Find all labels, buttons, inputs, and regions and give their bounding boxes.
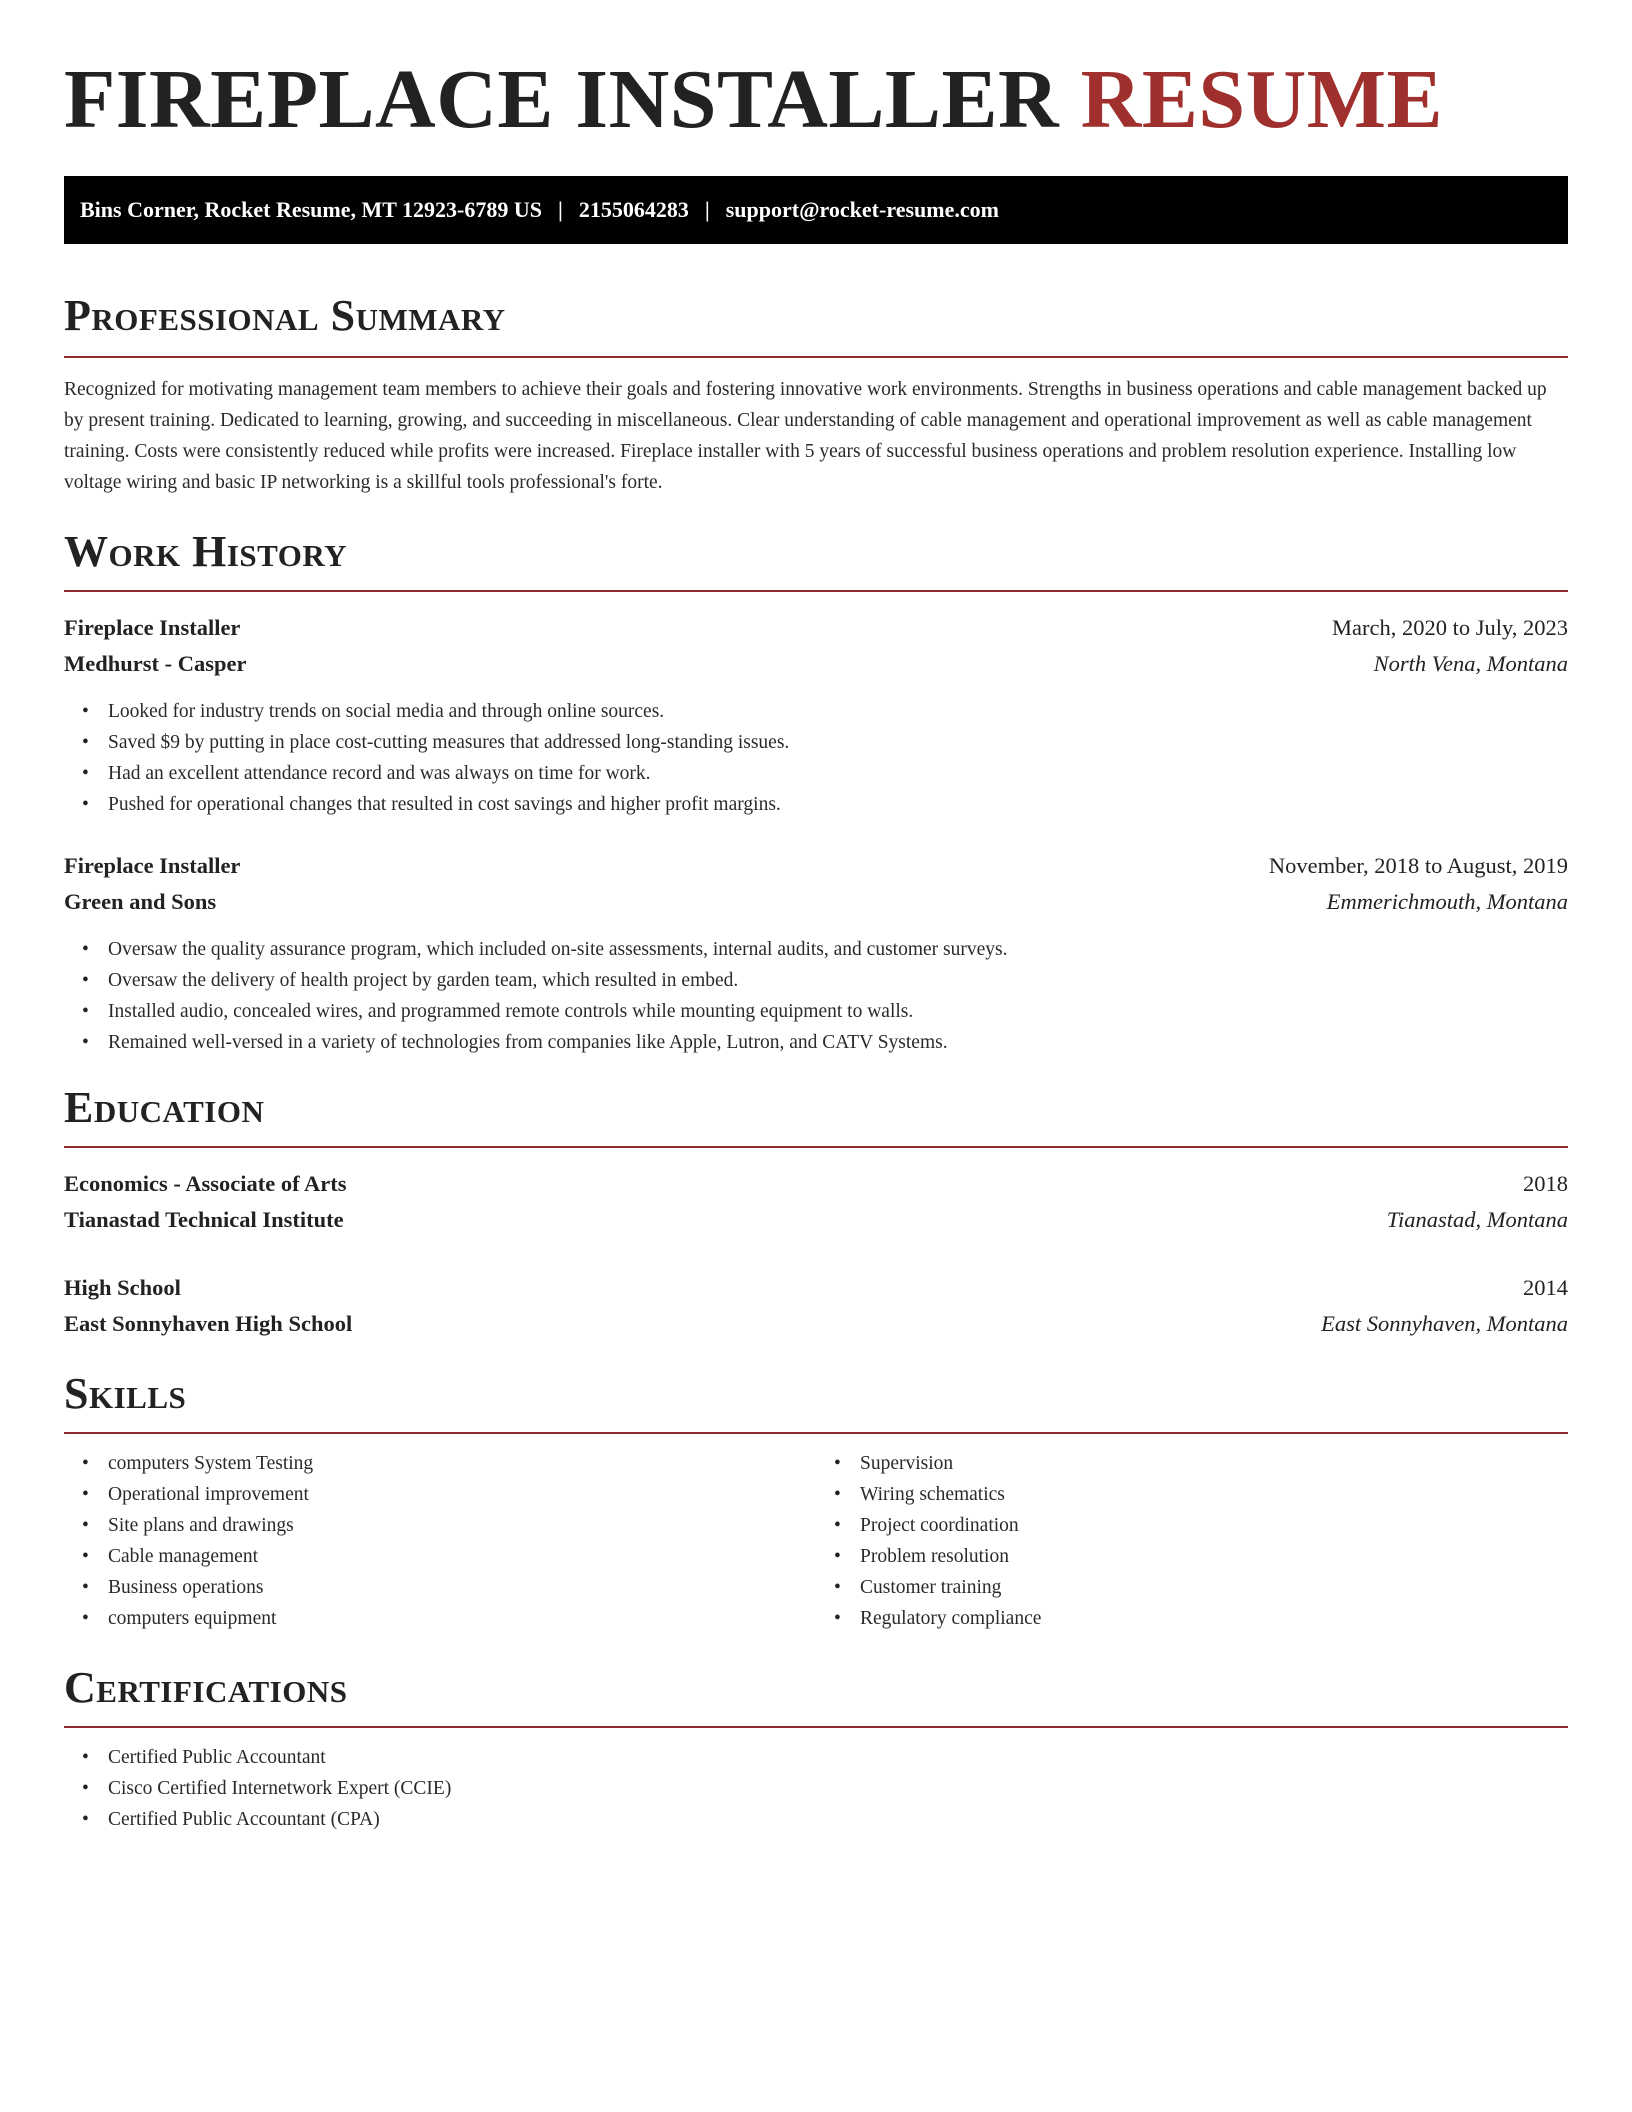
skills-heading: Skills [64,1369,187,1418]
job-company-row [64,884,1568,920]
contact-email: support@rocket-resume.com [725,197,999,222]
education-heading: Education [64,1083,265,1132]
job-entry [64,610,1568,820]
education-degree: Economics - Associate of Arts [64,1171,347,1196]
list-item: • Cisco Certified Internetwork Expert (CCIE) [108,1773,1568,1804]
job-entry [64,848,1568,1058]
education-school-row [64,1306,1568,1342]
resume-title [64,0,1568,176]
section-rule [64,1146,1568,1148]
list-item: • Saved $9 by putting in place cost-cutting measures that addressed long-standing issues. [108,727,1568,758]
education-degree-row [64,1270,1568,1306]
job-location: North Vena, Montana [1373,651,1568,676]
section-rule [64,590,1568,592]
education-school: East Sonnyhaven High School [64,1311,353,1336]
job-title: Fireplace Installer [64,615,241,640]
list-item: • computers System Testing [108,1448,816,1479]
list-item: • Installed audio, concealed wires, and programmed remote controls while mounting equipment to walls. [108,996,1568,1027]
title-accent: RESUME [1080,53,1444,146]
list-item: • Certified Public Accountant (CPA) [108,1804,1568,1835]
section-rule [64,356,1568,358]
list-item: • Operational improvement [108,1479,816,1510]
list-item: • Pushed for operational changes that resulted in cost savings and higher profit margins. [108,789,1568,820]
job-location: Emmerichmouth, Montana [1326,889,1568,914]
education-year: 2014 [1523,1275,1568,1300]
job-header-row [64,610,1568,646]
job-dates: November, 2018 to August, 2019 [1268,853,1568,878]
list-item: • Certified Public Accountant [108,1742,1568,1773]
job-company: Medhurst - Casper [64,651,247,676]
title-main: FIREPLACE INSTALLER [64,53,1060,146]
summary-section [64,290,1568,498]
list-item: • Looked for industry trends on social media and through online sources. [108,696,1568,727]
education-degree: High School [64,1275,181,1300]
contact-separator: | [558,197,563,222]
job-header-row [64,848,1568,884]
section-rule [64,1432,1568,1434]
list-item: • Oversaw the quality assurance program, which included on-site assessments, internal audits, and customer surveys. [108,934,1568,965]
list-item: • Supervision [860,1448,1568,1479]
education-section [64,1082,1568,1342]
list-item: • Regulatory compliance [860,1603,1568,1634]
certifications-list [64,1742,1568,1835]
contact-separator: | [704,197,710,222]
certifications-heading: Certifications [64,1663,348,1712]
list-item: • Project coordination [860,1510,1568,1541]
education-entry [64,1166,1568,1238]
list-item: • computers equipment [108,1603,816,1634]
job-bullets [64,696,1568,820]
list-item: • Had an excellent attendance record and was always on time for work. [108,758,1568,789]
education-entry [64,1270,1568,1342]
skills-columns [64,1448,1568,1634]
list-item: • Remained well-versed in a variety of technologies from companies like Apple, Lutron, and CATV Systems. [108,1027,1568,1058]
summary-heading: Professional Summary [64,291,506,340]
job-bullets [64,934,1568,1058]
contact-bar [64,176,1568,244]
list-item: • Oversaw the delivery of health project by garden team, which resulted in embed. [108,965,1568,996]
work-section [64,526,1568,1058]
job-title: Fireplace Installer [64,853,241,878]
list-item: • Site plans and drawings [108,1510,816,1541]
list-item: • Cable management [108,1541,816,1572]
certifications-section [64,1662,1568,1835]
contact-address: Bins Corner, Rocket Resume, MT 12923-6789 US [80,197,542,222]
list-item: • Problem resolution [860,1541,1568,1572]
work-heading: Work History [64,527,348,576]
skills-list-left [64,1448,816,1634]
job-company: Green and Sons [64,889,217,914]
skills-section [64,1368,1568,1634]
education-year: 2018 [1523,1171,1568,1196]
contact-phone: 2155064283 [578,197,689,222]
job-company-row [64,646,1568,682]
list-item: • Customer training [860,1572,1568,1603]
education-school: Tianastad Technical Institute [64,1207,344,1232]
skills-list-right [816,1448,1568,1634]
education-school-row [64,1202,1568,1238]
summary-text: Recognized for motivating management team members to achieve their goals and fostering innovative work environments. Strengths in business operations and cable management backed up by present training. Dedicated to learning, growing, and succeeding in miscellaneous. Clear understanding of cable management and operational improvement as well as cable management training. Costs were consistently reduced while profits were increased. Fireplace installer with 5 years of successful business operations and problem resolution experience. Installing low voltage wiring and basic IP networking is a skillful tools professional's forte. [64,379,1547,493]
education-location: East Sonnyhaven, Montana [1321,1311,1568,1336]
job-dates: March, 2020 to July, 2023 [1331,615,1568,640]
list-item: • Wiring schematics [860,1479,1568,1510]
education-location: Tianastad, Montana [1386,1207,1568,1232]
education-degree-row [64,1166,1568,1202]
list-item: • Business operations [108,1572,816,1603]
section-rule [64,1726,1568,1728]
